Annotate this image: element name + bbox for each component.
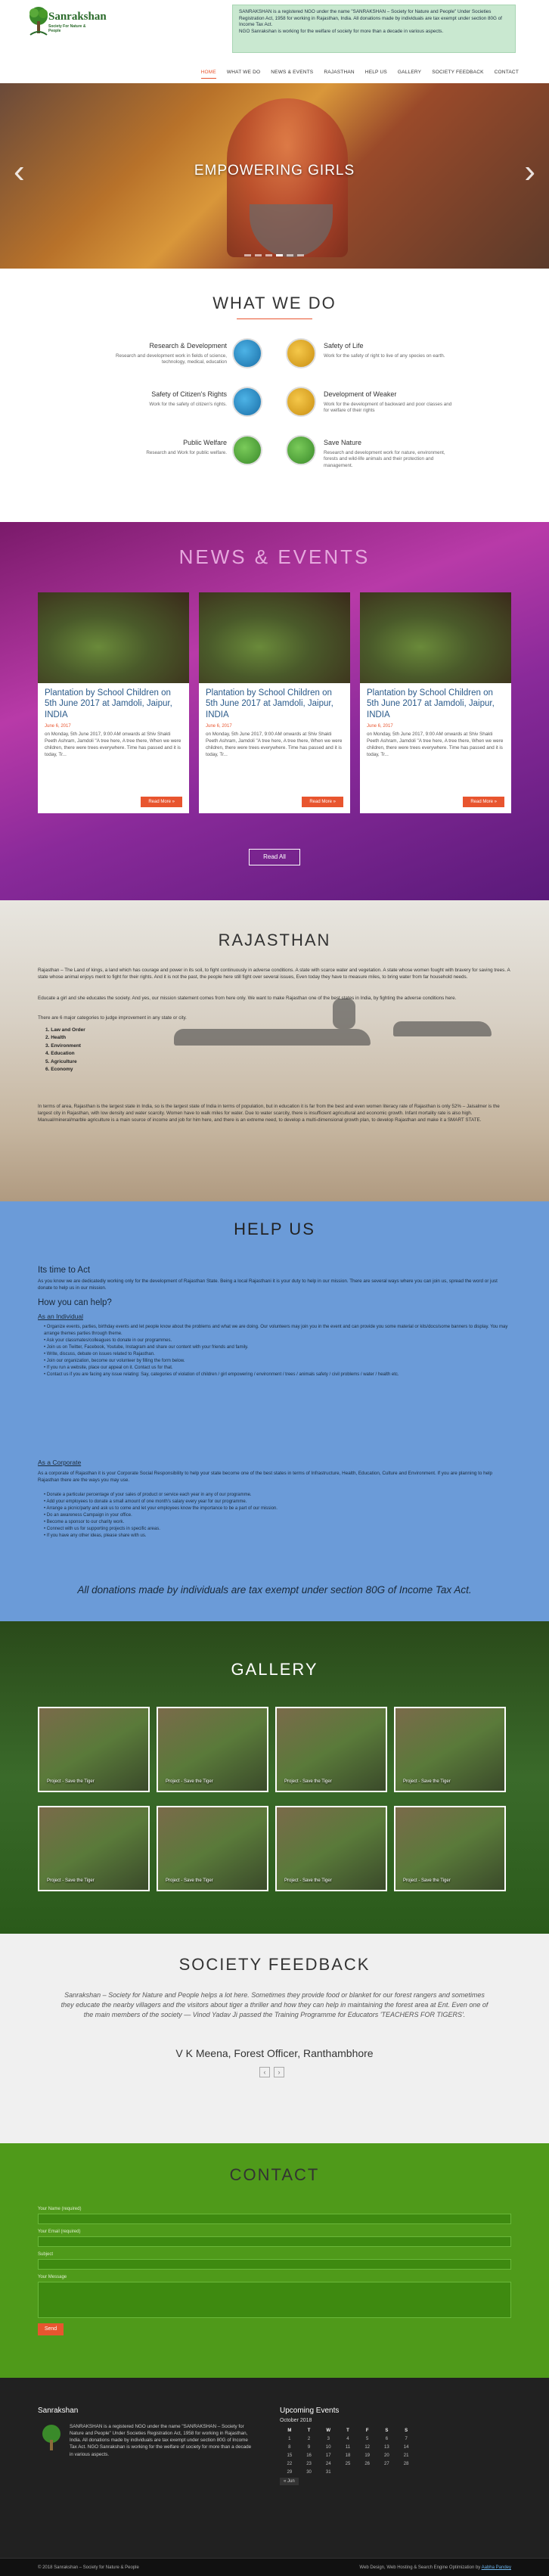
site-header [0,0,549,83]
section-title: SOCIETY FEEDBACK [178,1955,371,1974]
main-nav [163,70,519,79]
testimonial-quote: Sanrakshan – Society for Nature and People helps a lot here. Sometimes they provide food or blanket for our forest rangers and sometimes they educate the nearby villagers and the visitors about tiger a thriller and how they can help in maintaining the forest area at Ent. Even one of the main members of the society — Vinod Yadav Ji passed the Training Programme for Educators 'TEACHERS FOR TIGERS'. [60,1991,489,2019]
list-item: • Arrange a picnic/party and ask us to come and let your employees know the importance to be a part of our mission. [44,1506,278,1511]
gallery-item[interactable] [394,1806,506,1891]
credit-text: Web Design, Web Hosting & Search Engine Optimization by Aabha Pandey [359,2565,511,2570]
calendar-weekday: F [365,2428,369,2433]
read-more-button[interactable]: Read More » [302,797,343,807]
name-label: Your Name (required) [38,2207,82,2211]
site-footer [0,2378,549,2576]
logo-name: Sanrakshan [48,11,107,23]
calendar-day[interactable]: 8 [288,2444,291,2450]
calendar-weekday: T [346,2428,349,2433]
gallery-caption: Project - Save the Tiger [284,1779,332,1784]
welfare-icon [232,435,262,465]
list-item: • Connect with us for supporting projects in specific areas. [44,1527,160,1531]
calendar-day[interactable]: 1 [288,2436,291,2441]
slider-dots [244,254,304,256]
news-card[interactable] [38,592,189,813]
calendar-weekday: W [326,2428,331,2433]
read-more-button[interactable]: Read More » [141,797,182,807]
calendar-day[interactable]: 4 [346,2436,349,2441]
calendar-weekday: T [307,2428,311,2433]
help-intro: As you know we are dedicatedly working only for the development of Rajasthan State. Being a local Rajasthani it is your duty to help in our mission. There are several ways where you can join us, spread the word or just donate to help us in our mission. [38,1279,498,1291]
gallery-item[interactable] [38,1707,150,1792]
gallery-item[interactable] [275,1806,387,1891]
calendar-week [280,2451,416,2459]
calendar-prev-link[interactable]: « Jun [280,2478,299,2485]
calendar-week [280,2468,416,2476]
feature-text: Work for the development of backward and poor classes and for welfare of their rights [324,401,452,414]
gallery-item[interactable] [157,1806,268,1891]
calendar-day[interactable]: 18 [345,2453,351,2458]
news-card[interactable] [360,592,511,813]
slider-dot[interactable] [265,254,272,256]
calendar-day[interactable]: 29 [287,2469,293,2475]
feature-title: Safety of Citizen's Rights [151,390,227,398]
feature-text: Research and development work for nature, environment, forests and wild-life animals and their protection and management. [324,449,445,469]
news-image [38,592,189,683]
news-title[interactable]: Plantation by School Children on 5th June 2017 at Jamdoli, Jaipur, INDIA [367,688,495,719]
camel-silhouette [393,1021,492,1036]
subject-input[interactable] [38,2259,511,2270]
feature-item [95,438,227,456]
nav-home[interactable]: HOME [201,70,216,79]
calendar-day[interactable]: 11 [345,2444,351,2450]
calendar-day[interactable]: 21 [403,2453,409,2458]
feature-title: Public Welfare [183,439,227,446]
list-item: 3. Environment [45,1043,81,1049]
feature-text: Research and Work for public welfare. [146,449,227,455]
calendar-day[interactable]: 7 [405,2436,408,2441]
calendar-week [280,2459,416,2468]
development-icon [286,387,316,417]
feature-title: Safety of Life [324,342,364,350]
slider-dot[interactable] [276,254,283,256]
nav-news-events[interactable]: NEWS & EVENTS [271,70,314,75]
news-date: June 6, 2017 [206,724,232,729]
calendar-day[interactable]: 30 [306,2469,312,2475]
section-title: HELP US [234,1220,315,1238]
list-item: 1. Law and Order [45,1027,85,1033]
calendar-day [377,2468,397,2476]
calendar-day[interactable]: 20 [384,2453,389,2458]
gallery-section [0,1621,549,1934]
feature-text: Research and development work in fields of science, technology, medical, education [115,353,227,365]
calendar-day[interactable]: 5 [365,2436,369,2441]
person-silhouette [333,999,355,1029]
individual-heading: As an Individual [38,1313,84,1320]
nature-icon [286,435,316,465]
calendar-weekday: S [405,2428,408,2433]
list-item: • If you have any other ideas, please share with us. [44,1533,147,1538]
calendar-day[interactable]: 15 [287,2453,293,2458]
calendar-day[interactable]: 16 [306,2453,312,2458]
calendar-day[interactable]: 2 [307,2436,311,2441]
list-item: • Ask your classmates/colleagues to donate in our programmes. [44,1338,172,1343]
calendar-day[interactable]: 26 [364,2461,370,2466]
research-icon [232,338,262,368]
section-title: WHAT WE DO [212,294,337,312]
news-excerpt: on Monday, 5th June 2017, 9:00 AM onwards at Shiv Shakti Peeth Ashram, Jamdoli "A tree here, A tree there, When we were children, there were trees everywhere. Time has passed and it is today, Tr... [367,732,504,757]
slider-dot[interactable] [244,254,251,256]
gallery-item[interactable] [275,1707,387,1792]
nav-society-feedback[interactable]: SOCIETY FEEDBACK [432,70,484,75]
next-testimonial-icon[interactable]: › [274,2067,284,2077]
hero-title: EMPOWERING GIRLS [194,163,355,179]
gallery-caption: Project - Save the Tiger [166,1779,213,1784]
news-excerpt: on Monday, 5th June 2017, 9:00 AM onwards at Shiv Shakti Peeth Ashram, Jamdoli "A tree here, A tree there, When we were children, there were trees everywhere. Time has passed and it is today, Tr... [45,732,181,757]
rajasthan-intro: Rajasthan – The Land of kings, a land which has courage and power in its soil, to fight continuously in adverse conditions. A state with scarce water and vegetation. A state whose women fought with bravery for saving trees. A state whose animal enjoys merit to fight for their rights. And it is not the past, the people here still fight over several issues, Even today they have to measure miles, to bring water from far household needs. [38,968,510,980]
corporate-heading: As a Corporate [38,1459,82,1466]
calendar-day[interactable]: 19 [364,2453,370,2458]
subject-label: Subject [38,2252,54,2257]
tax-exempt-note: All donations made by individuals are tax exempt under section 80G of Income Tax Act. [77,1584,472,1596]
list-item: • Add your employees to donate a small amount of one month's salary every year for our programme. [44,1499,247,1504]
list-item: • Become a sponsor to our charity work. [44,1520,125,1524]
list-item: • Write, discuss, debate on issues related to Rajasthan. [44,1352,155,1356]
feature-item [324,438,456,470]
list-item: 4. Education [45,1051,75,1057]
rajasthan-mission: Educate a girl and she educates the society. And yes, our mission statement comes from here only. We want to make Rajasthan one of the best states in India, by fighting the adverse conditions here. [38,996,457,1001]
what-we-do-section [0,269,549,522]
feature-text: Work for the safety of citizen's rights. [149,401,227,407]
logo-tagline: Society For Nature & People [48,24,86,33]
rights-icon [232,387,262,417]
list-item: • Join us on Twitter, Facebook, Youtube, Instagram and share our content with your friends and family. [44,1345,249,1350]
section-title: RAJASTHAN [218,931,331,949]
gallery-caption: Project - Save the Tiger [403,1779,451,1784]
gallery-item[interactable] [38,1806,150,1891]
categories-list [45,1027,85,1074]
events-calendar [280,2418,416,2485]
prev-testimonial-icon[interactable]: ‹ [259,2067,270,2077]
footer-logo[interactable] [38,2423,65,2453]
message-textarea[interactable] [38,2282,511,2318]
tree-logo-icon [27,6,50,36]
news-image [360,592,511,683]
help-heading: Its time to Act [38,1266,91,1275]
slider-prev-icon[interactable]: ‹ [14,153,25,190]
calendar-week [280,2443,416,2451]
calendar-day[interactable]: 10 [325,2444,331,2450]
calendar-day[interactable]: 31 [325,2469,331,2475]
calendar-day[interactable]: 17 [325,2453,331,2458]
calendar-day[interactable]: 24 [325,2461,331,2466]
slider-dot[interactable] [287,254,293,256]
calendar-day[interactable]: 22 [287,2461,293,2466]
feature-item [324,390,456,415]
news-excerpt: on Monday, 5th June 2017, 9:00 AM onwards at Shiv Shakti Peeth Ashram, Jamdoli "A tree here, A tree there, When we were children, there were trees everywhere. Time has passed and it is today, Tr... [206,732,343,757]
section-title: NEWS & EVENTS [178,545,371,568]
gallery-caption: Project - Save the Tiger [166,1878,213,1883]
news-title[interactable]: Plantation by School Children on 5th June 2017 at Jamdoli, Jaipur, INDIA [206,688,333,719]
calendar-day[interactable]: 9 [307,2444,311,2450]
list-item: 6. Economy [45,1066,73,1072]
nav-rajasthan[interactable]: RAJASTHAN [324,70,355,75]
slider-dot[interactable] [297,254,304,256]
calendar-day[interactable]: 14 [403,2444,409,2450]
footer-events-title: Upcoming Events [280,2407,340,2415]
list-item: 2. Health [45,1035,67,1041]
safety-icon [286,338,316,368]
footer-bottom-bar [0,2558,549,2576]
nav-contact[interactable]: CONTACT [494,70,519,75]
feature-title: Development of Weaker [324,390,397,398]
news-card[interactable] [199,592,350,813]
help-subheading: How you can help? [38,1298,112,1307]
send-button[interactable]: Send [38,2323,64,2335]
society-feedback-section [0,1934,549,2143]
calendar-week [280,2435,416,2443]
feature-title: Research & Development [149,342,227,350]
calendar-day[interactable]: 12 [364,2444,370,2450]
calendar-day [358,2468,377,2476]
calendar-day[interactable]: 3 [327,2436,330,2441]
calendar-day [396,2468,416,2476]
calendar-day[interactable]: 27 [384,2461,389,2466]
rajasthan-categories-intro: There are 6 major categories to judge improvement in any state or city. [38,1015,187,1021]
list-item: • Donate a particular percentage of your sales of product or service each year in any of our programme. [44,1493,252,1497]
list-item: • If you run a website, place our appeal on it. Contact us for that. [44,1366,173,1370]
camel-silhouette [174,1029,371,1046]
credit-link[interactable]: Aabha Pandey [481,2565,511,2570]
section-title: GALLERY [231,1660,318,1679]
gallery-caption: Project - Save the Tiger [47,1779,95,1784]
slider-next-icon[interactable]: › [524,153,535,190]
individual-list [44,1324,511,1378]
rajasthan-section [0,900,549,1201]
rajasthan-details: In terms of area, Rajasthan is the largest state in India, so is the largest state of India in terms of population, but in education it is far from the best and even women literacy rate of Rajasthan is only 52% – Jaisalmer is the largest city in Rajasthan, with low density and water scarcity. Women have to walk miles for water. Due to water scarcity, there is insufficient agricultural and economic growth. Infant mortality rate is also high. Manual/mineral/marble agriculture is a main source of income and job for him here, and there is an extreme need, to develop a multi-dimensional growth plan, to develop Rajasthan and make it a SMART STATE. [38,1104,500,1123]
calendar-day[interactable]: 25 [345,2461,351,2466]
slider-dot[interactable] [255,254,262,256]
list-item: • Join our organization, become our volunteer by filling the form below. [44,1359,185,1363]
testimonial-author: V K Meena, Forest Officer, Ranthambhore [175,2047,374,2059]
info-line: SANRAKSHAN is a registered NGO under the name "SANRAKSHAN – Society for Nature and People" Under Societies Registration Act, 1958 for working in Rajasthan, India. All donations made by individuals are tax exempt under section 80G of Income Tax Act. [239,9,502,27]
feature-item [324,341,456,359]
calendar-table [280,2426,416,2476]
calendar-day[interactable]: 13 [384,2444,389,2450]
gallery-item[interactable] [394,1707,506,1792]
feature-title: Save Nature [324,439,362,446]
gallery-caption: Project - Save the Tiger [403,1878,451,1883]
news-date: June 6, 2017 [45,724,71,729]
footer-info: SANRAKSHAN is a registered NGO under the name "SANRAKSHAN – Society for Nature and People" Under Societies Registration Act, 1958 for working in Rajasthan, India. All donations made by individuals are tax exempt under section 80G of Income Tax Act. NGO Sanrakshan is working for the welfare of society for more than a decade in various aspects. [70,2424,252,2457]
info-line: NGO Sanrakshan is working for the welfare of society for more than a decade in various aspects. [239,28,444,34]
feature-item [95,341,227,366]
gallery-caption: Project - Save the Tiger [284,1878,332,1883]
feature-item [95,390,227,408]
list-item: 5. Agriculture [45,1058,77,1064]
calendar-weekday: M [287,2428,292,2433]
gallery-item[interactable] [157,1707,268,1792]
footer-brand: Sanrakshan [38,2407,79,2415]
corporate-list [44,1492,511,1540]
email-label: Your Email (required) [38,2230,81,2234]
corporate-intro: As a corporate of Rajasthan it is your Corporate Social Responsibility to help your state become one of the best states in terms of Infrastructure, Health, Education, Culture and Environment. If you are planning to help Rajasthan there are the ways you may use. [38,1471,492,1484]
logo[interactable] [27,6,107,53]
calendar-day[interactable]: 28 [403,2461,409,2466]
news-image [199,592,350,683]
nav-what-we-do[interactable]: WHAT WE DO [226,70,261,75]
nav-help-us[interactable]: HELP US [364,70,387,75]
hero-slider [0,83,549,269]
news-date: June 6, 2017 [367,724,393,729]
read-all-button[interactable]: Read All [249,849,300,865]
calendar-weekday: S [385,2428,389,2433]
email-input[interactable] [38,2236,511,2247]
calendar-day[interactable]: 6 [385,2436,389,2441]
nav-gallery[interactable]: GALLERY [397,70,422,75]
news-title[interactable]: Plantation by School Children on 5th June 2017 at Jamdoli, Jaipur, INDIA [45,688,172,719]
read-more-button[interactable]: Read More » [463,797,504,807]
feature-text: Work for the safety of right to live of any species on earth. [324,353,445,359]
name-input[interactable] [38,2214,511,2224]
news-events-section [0,522,549,900]
message-label: Your Message [38,2275,67,2279]
section-title: CONTACT [229,2165,320,2184]
list-item: • Organize events, parties, birthday events and let people know about the problems and what we are doing. Our volunteers may join you in the event and can provide you some material or kits/docs/some banners to display. You may arrange themes parties through theme. [44,1325,508,1336]
testimonial-nav [259,2067,284,2077]
gallery-caption: Project - Save the Tiger [47,1878,95,1883]
calendar-day[interactable]: 23 [306,2461,312,2466]
tree-logo-icon [38,2423,65,2453]
help-us-section [0,1201,549,1621]
list-item: • Do an awareness Campaign in your office. [44,1513,132,1518]
calendar-month: October 2018 [280,2418,312,2423]
list-item: • Contact us if you are facing any issue relating: Say, categories of violation of children / girl empowering / environment / trees / animals safety / civil problems / water / health etc. [44,1372,399,1377]
ngo-info-box [232,5,516,53]
copyright: © 2018 Sanrakshan – Society for Nature & People [38,2565,139,2570]
contact-section [0,2143,549,2378]
calendar-day [338,2468,358,2476]
